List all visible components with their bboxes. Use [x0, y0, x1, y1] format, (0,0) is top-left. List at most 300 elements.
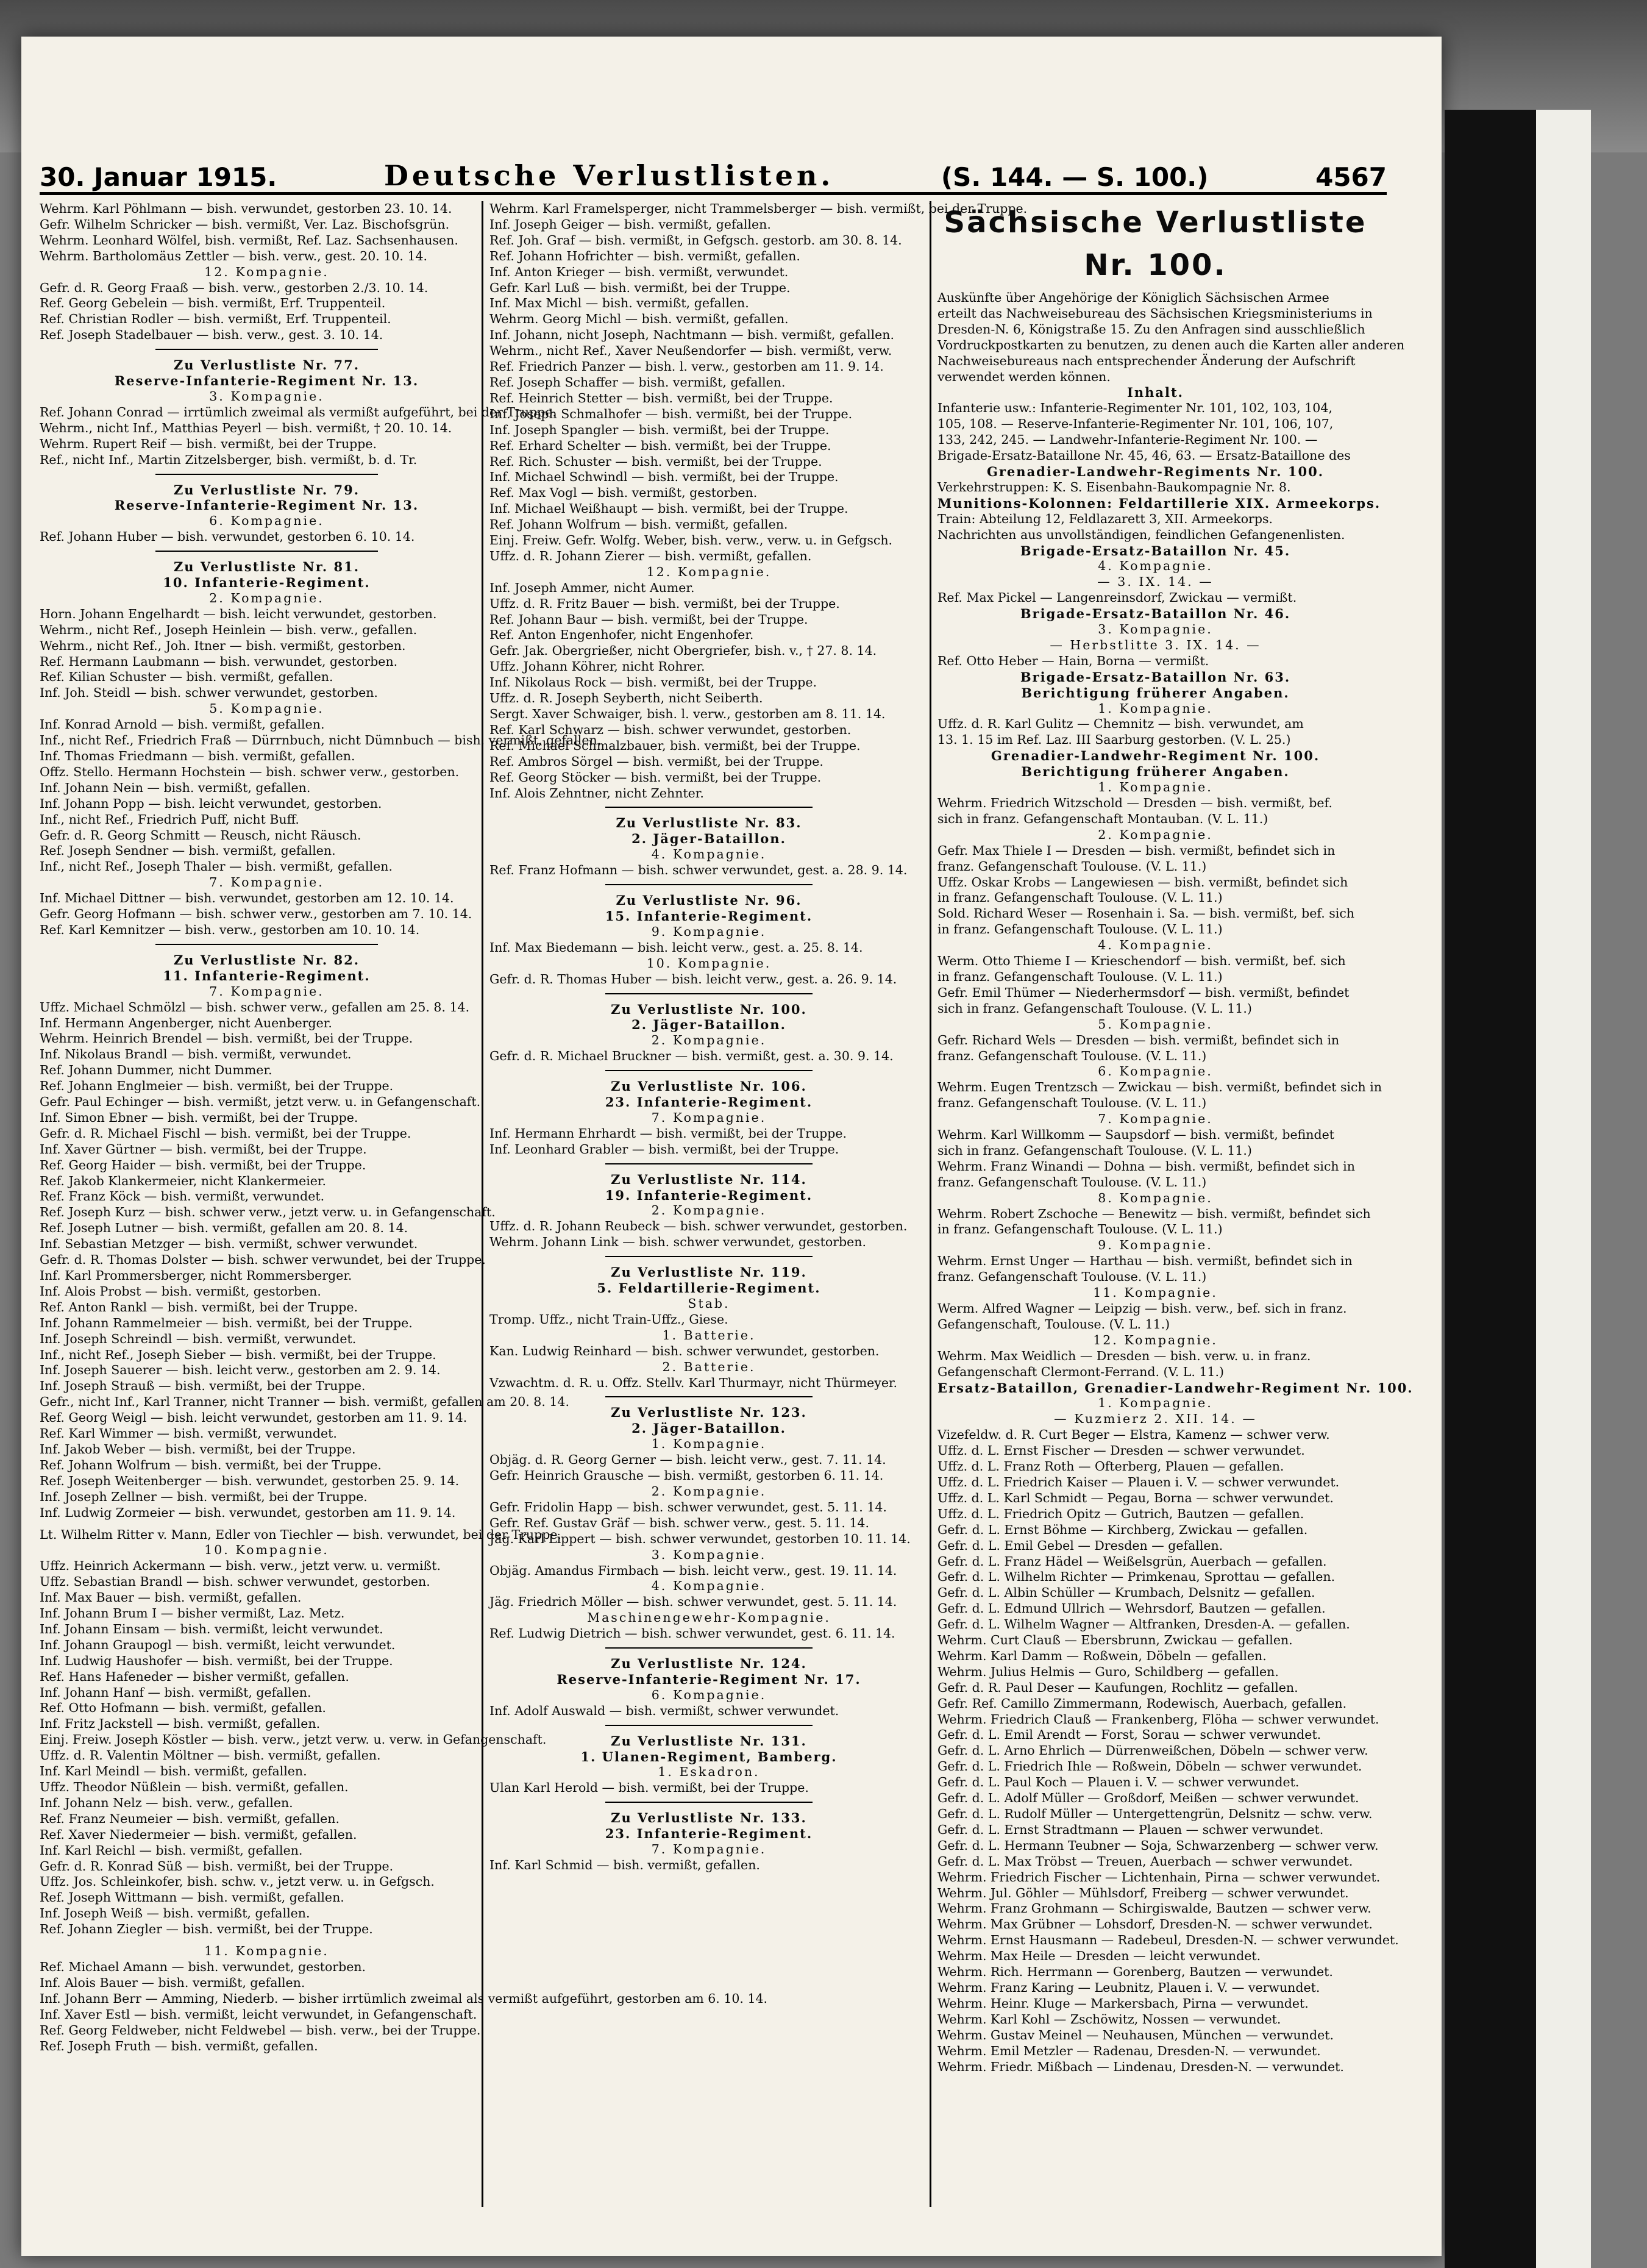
column-3 [930, 201, 1414, 2207]
casualty-entry: Werm. Alfred Wagner — Leipzig — bish. verw., bef. sich in franz. [937, 1301, 1347, 1316]
subsection-heading: 4. Kompagnie. [651, 1578, 767, 1594]
section-heading: 1. Ulanen-Regiment, Bamberg. [580, 1749, 838, 1764]
casualty-entry: sich in franz. Gefangenschaft Toulouse. (V. L. 11.) [937, 1000, 1252, 1016]
intro-text [937, 290, 1405, 385]
casualty-entry: 13. 1. 15 im Ref. Laz. III Saarburg gestorben. (V. L. 25.) [937, 732, 1291, 747]
casualty-entry: Inf., nicht Ref., Friedrich Fraß — Dürrnbuch, nicht Dümnbuch — bish. vermißt, gefallen. [40, 733, 602, 748]
casualty-entry: Gefr. Jak. Obergrießer, nicht Obergriefer, bish. v., † 27. 8. 14. [489, 643, 877, 658]
subsection-heading: 5. Kompagnie. [1098, 1016, 1213, 1032]
casualty-entry: in franz. Gefangenschaft Toulouse. (V. L. 11.) [937, 969, 1223, 984]
casualty-entry: Inf. Johann Popp — bish. leicht verwundet, gestorben. [40, 796, 382, 811]
casualty-entry: Wehrm. Julius Helmis — Guro, Schildberg — gefallen. [937, 1664, 1279, 1679]
subsection-heading: 3. Kompagnie. [209, 388, 324, 404]
casualty-entry: Uffz. Johann Köhrer, nicht Rohrer. [489, 659, 705, 674]
casualty-entry: 105, 108. — Reserve-Infanterie-Regimenter Nr. 101, 106, 107, [937, 416, 1334, 432]
section-heading: Zu Verlustliste Nr. 79. [173, 482, 360, 497]
casualty-entry: Ref. Georg Gebelein — bish. vermißt, Erf. Truppenteil. [40, 296, 386, 311]
casualty-entry: Wehrm. Franz Karing — Leubnitz, Plauen i. V. — verwundet. [937, 1980, 1320, 1995]
casualty-entry: Ref. Georg Feldweber, nicht Feldwebel — bish. verw., bei der Truppe. [40, 2022, 481, 2038]
casualty-entry: Ref. Max Vogl — bish. vermißt, gestorben. [489, 485, 758, 501]
casualty-entry: Gefr. d. R. Thomas Dolster — bish. schwer verwundet, bei der Truppe. [40, 1252, 486, 1268]
subsection-heading: 10. Kompagnie. [646, 955, 772, 971]
casualty-entry: Ref. Hans Hafeneder — bisher vermißt, gefallen. [40, 1669, 349, 1684]
casualty-entry: Uffz. d. R. Johann Reubeck — bish. schwer verwundet, gestorben. [489, 1219, 908, 1234]
casualty-entry: Ref. Johann Wolfrum — bish. vermißt, gefallen. [489, 517, 788, 532]
casualty-entry: Gefr. Karl Luß — bish. vermißt, bei der Truppe. [489, 280, 791, 295]
casualty-entry: Inf. Joseph Spangler — bish. vermißt, bei der Truppe. [489, 422, 830, 437]
section-heading: Berichtigung früherer Angaben. [1021, 685, 1290, 701]
casualty-entry: Wehrm. Ernst Unger — Harthau — bish. vermißt, befindet sich in [937, 1253, 1353, 1269]
casualty-entry: Ref. Friedrich Panzer — bish. l. verw., gestorben am 11. 9. 14. [489, 359, 884, 374]
casualty-entry: Ref. Johann Hofrichter — bish. vermißt, gefallen. [489, 248, 800, 263]
casualty-entry: Inf. Adolf Auswald — bish. vermißt, schwer verwundet. [489, 1703, 839, 1718]
casualty-entry: Wehrm. Eugen Trentzsch — Zwickau — bish. vermißt, befindet sich in [937, 1080, 1382, 1095]
casualty-entry: Gefr. d. L. Albin Schüller — Krumbach, Delsnitz — gefallen. [937, 1585, 1315, 1600]
casualty-entry: Inf. Konrad Arnold — bish. vermißt, gefallen. [40, 717, 325, 732]
casualty-entry: Inf. Max Biedemann — bish. leicht verw., gest. a. 25. 8. 14. [489, 940, 863, 955]
casualty-entry: Gefr. d. L. Wilhelm Wagner — Altfranken, Dresden-A. — gefallen. [937, 1617, 1350, 1632]
subsection-heading: 7. Kompagnie. [651, 1110, 767, 1125]
casualty-entry: Gefr. d. L. Hermann Teubner — Soja, Schwarzenberg — schwer verw. [937, 1838, 1379, 1853]
casualty-entry: Gefr. d. R. Michael Bruckner — bish. vermißt, gest. a. 30. 9. 14. [489, 1049, 894, 1064]
casualty-entry: Uffz. Theodor Nüßlein — bish. vermißt, gefallen. [40, 1780, 349, 1794]
subsection-heading: 2. Kompagnie. [209, 590, 324, 605]
casualty-entry: Uffz. d. R. Karl Gulitz — Chemnitz — bish. verwundet, am [937, 716, 1304, 732]
casualty-entry: Gefr. Ref. Camillo Zimmermann, Rodewisch, Auerbach, gefallen. [937, 1696, 1347, 1711]
casualty-entry: Wehrm. Heinr. Kluge — Markersbach, Pirna — verwundet. [937, 1995, 1309, 2011]
casualty-entry: Jäg. Friedrich Möller — bish. schwer verwundet, gest. 5. 11. 14. [489, 1594, 897, 1610]
subsection-heading: 6. Kompagnie. [1098, 1064, 1213, 1079]
casualty-entry: Ref. Georg Stöcker — bish. vermißt, bei der Truppe. [489, 769, 822, 785]
casualty-entry: franz. Gefangenschaft Toulouse. (V. L. 11.) [937, 1048, 1207, 1063]
section-heading: Zu Verlustliste Nr. 114. [611, 1171, 807, 1187]
casualty-entry: Inf. Michael Dittner — bish. verwundet, gestorben am 12. 10. 14. [40, 891, 454, 906]
casualty-entry: Wehrm. Karl Damm — Roßwein, Döbeln — gefallen. [937, 1648, 1267, 1663]
casualty-entry: Ref. Franz Neumeier — bish. vermißt, gefallen. [40, 1811, 340, 1826]
casualty-entry: Inf. Joh. Steidl — bish. schwer verwundet, gestorben. [40, 685, 378, 701]
casualty-entry: Ulan Karl Herold — bish. vermißt, bei der Truppe. [489, 1780, 809, 1795]
casualty-entry: Wehrm. Curt Clauß — Ebersbrunn, Zwickau — gefallen. [937, 1633, 1293, 1648]
section-heading: Zu Verlustliste Nr. 77. [173, 357, 360, 373]
subsection-heading: 9. Kompagnie. [1098, 1238, 1213, 1253]
casualty-entry: Werm. Otto Thieme I — Krieschendorf — bish. vermißt, bef. sich [937, 954, 1346, 969]
section-heading: Zu Verlustliste Nr. 131. [611, 1733, 807, 1749]
casualty-entry: Ref. Karl Kemnitzer — bish. verw., gestorben am 10. 10. 14. [40, 922, 420, 937]
section-heading: Brigade-Ersatz-Bataillon Nr. 45. [1020, 543, 1291, 558]
section-heading: 2. Jäger-Bataillon. [631, 1017, 786, 1033]
casualty-entry: Inf. Joseph Weiß — bish. vermißt, gefallen. [40, 1906, 310, 1921]
subsection-heading: — 3. IX. 14. — [1097, 574, 1214, 590]
casualty-entry: Gefr. d. L. Adolf Müller — Großdorf, Meißen — schwer verwundet. [937, 1791, 1359, 1806]
section-heading: Zu Verlustliste Nr. 96. [616, 893, 802, 908]
casualty-entry: Inf. Karl Reichl — bish. vermißt, gefallen. [40, 1842, 303, 1858]
casualty-entry: Inf., nicht Ref., Joseph Sieber — bish. vermißt, bei der Truppe. [40, 1347, 436, 1362]
casualty-entry: franz. Gefangenschaft Toulouse. (V. L. 11.) [937, 1096, 1207, 1111]
casualty-entry: Infanterie usw.: Infanterie-Regimenter Nr. 101, 102, 103, 104, [937, 401, 1332, 416]
casualty-entry: Inf. Alois Zehntner, nicht Zehnter. [489, 785, 704, 801]
casualty-entry: Wehrm. Karl Framelsperger, nicht Trammelsberger — bish. vermißt, bei der Truppe. [489, 201, 1028, 216]
casualty-entry: Inf. Fritz Jackstell — bish. vermißt, gefallen. [40, 1716, 321, 1731]
contents-list [937, 401, 1381, 543]
casualty-entry: Sergt. Xaver Schwaiger, bish. l. verw., gestorben am 8. 11. 14. [489, 707, 886, 721]
casualty-entry: Ref. Johann Wolfrum — bish. vermißt, bei der Truppe. [40, 1457, 382, 1472]
section-heading: Brigade-Ersatz-Bataillon Nr. 63. [1020, 669, 1291, 685]
casualty-entry: Inf. Joseph Strauß — bish. vermißt, bei der Truppe. [40, 1378, 366, 1394]
separator-rule [605, 1163, 813, 1167]
casualty-entry: Ref. Michael Schmalzbauer, bish. vermißt, bei der Truppe. [489, 738, 861, 753]
casualty-entry: Gefr. d. R. Konrad Süß — bish. vermißt, bei der Truppe. [40, 1858, 394, 1874]
casualty-entry: Ref. Johann Huber — bish. verwundet, gestorben 6. 10. 14. [40, 529, 415, 544]
casualty-entry: Ref. Joseph Sendner — bish. vermißt, gefallen. [40, 843, 336, 858]
casualty-entry: Wehrm. Jul. Göhler — Mühlsdorf, Freiberg — schwer verwundet. [937, 1885, 1349, 1900]
casualty-entry: Einj. Freiw. Joseph Köstler — bish. verw., jetzt verw. u. verw. in Gefangenschaft. [40, 1732, 547, 1747]
casualty-entry: Auskünfte über Angehörige der Königlich Sächsischen Armee [937, 290, 1329, 305]
casualty-entry: Ref. Heinrich Stetter — bish. vermißt, bei der Truppe. [489, 390, 833, 405]
next-page-strip [1536, 110, 1591, 2268]
subsection-heading: 1. Kompagnie. [1098, 780, 1213, 795]
section-heading: Zu Verlustliste Nr. 81. [173, 559, 360, 575]
casualty-entry: Inf. Alois Probst — bish. vermißt, gestorben. [40, 1283, 321, 1299]
subsection-heading: — Herbstlitte 3. IX. 14. — [1050, 637, 1261, 652]
separator-rule [605, 884, 813, 888]
casualty-entry: Verkehrstruppen: K. S. Eisenbahn-Baukompagnie Nr. 8. [937, 479, 1291, 494]
casualty-entry: Inf. Johann Brum I — bisher vermißt, Laz. Metz. [40, 1606, 345, 1621]
casualty-entry: Inf. Nikolaus Brandl — bish. vermißt, verwundet. [40, 1047, 352, 1062]
section-heading: Zu Verlustliste Nr. 133. [611, 1810, 807, 1826]
separator-rule [605, 1396, 813, 1400]
casualty-entry: Inf. Simon Ebner — bish. vermißt, bei der Truppe. [40, 1110, 358, 1125]
casualty-entry [40, 1521, 494, 1527]
separator-rule [155, 349, 378, 352]
casualty-entry: Wehrm. Ernst Hausmann — Radebeul, Dresden-N. — schwer verwundet. [937, 1933, 1399, 1948]
list-title: Sächsische Verlustliste Nr. 100. [944, 205, 1367, 282]
subsection-heading: 3. Kompagnie. [1098, 622, 1213, 637]
casualty-entry: Objäg. d. R. Georg Gerner — bish. leicht verw., gest. 7. 11. 14. [489, 1452, 886, 1467]
casualty-entry: Wehrm. Heinrich Brendel — bish. vermißt, bei der Truppe. [40, 1031, 413, 1046]
separator-rule [155, 551, 378, 554]
casualty-entry: Wehrm. Robert Zschoche — Benewitz — bish. vermißt, befindet sich [937, 1206, 1371, 1221]
casualty-entry: Gefr. Wilhelm Schricker — bish. vermißt, Ver. Laz. Bischofsgrün. [40, 216, 450, 232]
casualty-entry: Inf., nicht Ref., Joseph Thaler — bish. vermißt, gefallen. [40, 859, 393, 874]
casualty-entry: Inf. Nikolaus Rock — bish. vermißt, bei der Truppe. [489, 675, 817, 690]
section-heading: 10. Infanterie-Regiment. [163, 575, 371, 591]
casualty-entry: Sold. Richard Weser — Rosenhain i. Sa. — bish. vermißt, bef. sich [937, 906, 1354, 921]
casualty-entry: Ref. Johann Baur — bish. vermißt, bei der Truppe. [489, 612, 808, 627]
casualty-entry: Inf. Joseph Zellner — bish. vermißt, bei der Truppe. [40, 1489, 368, 1504]
subsection-heading: 1. Batterie. [662, 1327, 756, 1343]
casualty-entry: Ref. Xaver Niedermeier — bish. vermißt, gefallen. [40, 1827, 357, 1842]
casualty-entry: Ref. Johann Dummer, nicht Dummer. [40, 1063, 272, 1078]
header-title: Deutsche Verlustlisten. [383, 159, 834, 192]
section-heading: Grenadier-Landwehr-Regiment Nr. 100. [991, 748, 1320, 764]
section-heading: 23. Infanterie-Regiment. [605, 1826, 813, 1842]
casualty-entry: Gefr. d. R. Thomas Huber — bish. leicht verw., gest. a. 26. 9. 14. [489, 971, 897, 986]
casualty-entry: Gefr. d. L. Edmund Ullrich — Wehrsdorf, Bautzen — gefallen. [937, 1601, 1326, 1616]
casualty-entry: Horn. Johann Engelhardt — bish. leicht verwundet, gestorben. [40, 606, 437, 621]
casualty-entry: Inf. Hermann Ehrhardt — bish. vermißt, bei der Truppe. [489, 1125, 847, 1141]
casualty-entry: Ref. Johann Conrad — irrtümlich zweimal als vermißt aufgeführt, bei der Truppe. [40, 404, 557, 419]
section-heading: Zu Verlustliste Nr. 82. [173, 952, 360, 968]
casualty-entry: Inf. Thomas Friedmann — bish. vermißt, gefallen. [40, 749, 355, 763]
casualty-entry: Wehrm., nicht Ref., Joh. Itner — bish. vermißt, gestorben. [40, 638, 406, 653]
casualty-entry: Vordruckpostkarten zu benutzen, zu denen auch die Karten aller anderen [937, 337, 1405, 352]
subsection-heading: 6. Kompagnie. [209, 513, 324, 529]
casualty-entry: Ref. Otto Heber — Hain, Borna — vermißt. [937, 653, 1209, 668]
casualty-entry: Uffz. d. R. Johann Zierer — bish. vermißt, gefallen. [489, 548, 812, 563]
casualty-entry: Ref. Joseph Weitenberger — bish. verwundet, gestorben 25. 9. 14. [40, 1473, 460, 1488]
casualty-entry: Ref. Franz Hofmann — bish. schwer verwundet, gest. a. 28. 9. 14. [489, 863, 908, 878]
subsection-heading: 7. Kompagnie. [1098, 1111, 1213, 1127]
casualty-entry: Gefr. d. L. Ernst Stradtmann — Plauen — schwer verwundet. [937, 1822, 1324, 1837]
separator-rule [605, 1256, 813, 1260]
casualty-entry: Uffz. d. L. Friedrich Opitz — Gutrich, Bautzen — gefallen. [937, 1506, 1304, 1521]
casualty-entry: Wehrm. Gustav Meinel — Neuhausen, München — verwundet. [937, 2027, 1334, 2042]
casualty-entry: Ref. Michael Amann — bish. verwundet, gestorben. [40, 1959, 366, 1974]
casualty-entry: Ref. Joh. Graf — bish. vermißt, in Gefgsch. gestorb. am 30. 8. 14. [489, 232, 902, 248]
section-heading: Ersatz-Bataillon, Grenadier-Landwehr-Regiment Nr. 100. [937, 1380, 1414, 1396]
casualty-entry: Ref. Rich. Schuster — bish. vermißt, bei der Truppe. [489, 454, 822, 469]
subsection-heading: 12. Kompagnie. [646, 564, 772, 579]
casualty-entry: Wehrm. Franz Grohmann — Schirgiswalde, Bautzen — schwer verw. [937, 1901, 1371, 1916]
casualty-entry: Inf. Johann Rammelmeier — bish. vermißt, bei der Truppe. [40, 1315, 413, 1330]
casualty-entry: Ref. Ambros Sörgel — bish. vermißt, bei der Truppe. [489, 754, 824, 769]
casualty-entry: Uffz. Oskar Krobs — Langewiesen — bish. vermißt, befindet sich [937, 874, 1348, 890]
subsection-heading: 2. Kompagnie. [1098, 827, 1213, 842]
casualty-entry: Inf. Hermann Angenberger, nicht Auenberger. [40, 1015, 332, 1030]
casualty-entry: Einj. Freiw. Gefr. Wolfg. Weber, bish. verw., verw. u. in Gefgsch. [489, 533, 893, 548]
casualty-entry: Ref. Otto Hofmann — bish. vermißt, gefallen. [40, 1700, 326, 1716]
section-heading: 11. Infanterie-Regiment. [163, 968, 371, 983]
casualty-entry: Gefr. d. R. Georg Schmitt — Reusch, nicht Räusch. [40, 827, 361, 843]
casualty-entry: Wehrm. Friedrich Witzschold — Dresden — bish. vermißt, bef. [937, 796, 1332, 810]
casualty-entry: Uffz. d. R. Valentin Möltner — bish. vermißt, gefallen. [40, 1748, 381, 1763]
casualty-entry: Inf. Alois Bauer — bish. vermißt, gefallen. [40, 1975, 305, 1990]
casualty-entry: Gefr. d. R. Paul Deser — Kaufungen, Rochlitz — gefallen. [937, 1680, 1298, 1695]
section-heading: Berichtigung früherer Angaben. [1021, 764, 1290, 780]
casualty-entry: Inf. Xaver Estl — bish. vermißt, leicht verwundet, in Gefangenschaft. [40, 2006, 477, 2022]
subsection-heading: 1. Kompagnie. [1098, 1396, 1213, 1411]
separator-rule [605, 1070, 813, 1074]
casualty-entry: Offz. Stello. Hermann Hochstein — bish. schwer verw., gestorben. [40, 764, 460, 779]
casualty-entry: in franz. Gefangenschaft Toulouse. (V. L. 11.) [937, 1222, 1223, 1237]
casualty-entry: Inf. Ludwig Zormeier — bish. verwundet, gestorben am 11. 9. 14. [40, 1505, 456, 1520]
separator-rule [605, 1802, 813, 1805]
casualty-entry: Tromp. Uffz., nicht Train-Uffz., Giese. [489, 1311, 728, 1327]
subsection-heading: 11. Kompagnie. [204, 1944, 329, 1959]
casualty-entry: Ref. Ludwig Dietrich — bish. schwer verwundet, gest. 6. 11. 14. [489, 1626, 895, 1641]
casualty-entry: Wehrm. Karl Pöhlmann — bish. verwundet, gestorben 23. 10. 14. [40, 201, 452, 216]
casualty-entry: Gefr. Emil Thümer — Niederhermsdorf — bish. vermißt, befindet [937, 985, 1350, 1000]
casualty-entry: Inf. Xaver Gürtner — bish. vermißt, bei der Truppe. [40, 1141, 367, 1157]
casualty-entry: Uffz. d. L. Franz Roth — Ofterberg, Plauen — gefallen. [937, 1459, 1284, 1474]
casualty-entry: Gefr., nicht Inf., Karl Tranner, nicht Tranner — bish. vermißt, gefallen am 20. 8. 14. [40, 1394, 569, 1410]
casualty-entry: Ref. Anton Engenhofer, nicht Engenhofer. [489, 627, 754, 643]
casualty-entry: Gefr. d. L. Rudolf Müller — Untergettengrün, Delsnitz — schw. verw. [937, 1806, 1373, 1821]
separator-rule [155, 474, 378, 477]
casualty-entry: Wehrm. Friedrich Fischer — Lichtenhain, Pirna — schwer verwundet. [937, 1869, 1381, 1885]
casualty-entry: Gefr. d. L. Emil Gebel — Dresden — gefallen. [937, 1538, 1223, 1553]
casualty-entry: Gefr. Ref. Gustav Gräf — bish. schwer verw., gest. 5. 11. 14. [489, 1515, 869, 1530]
casualty-entry: Gefr. d. L. Friedrich Ihle — Roßwein, Döbeln — schwer verwundet. [937, 1759, 1362, 1774]
casualty-entry: Ref. Karl Wimmer — bish. vermißt, verwundet. [40, 1426, 337, 1441]
casualty-entry: Dresden-N. 6, Königstraße 15. Zu den Anfragen sind ausschließlich [937, 321, 1365, 337]
separator-rule [605, 1647, 813, 1651]
casualty-entry: Inf. Max Bauer — bish. vermißt, gefallen. [40, 1590, 302, 1605]
casualty-entry: Gefr. Richard Wels — Dresden — bish. vermißt, befindet sich in [937, 1032, 1340, 1047]
casualty-entry: Inf. Joseph Geiger — bish. vermißt, gefallen. [489, 216, 771, 232]
casualty-entry: sich in franz. Gefangenschaft Toulouse. (V. L. 11.) [937, 1143, 1252, 1158]
section-heading: 2. Jäger-Bataillon. [631, 1421, 786, 1436]
casualty-entry: Inf. Karl Schmid — bish. vermißt, gefallen. [489, 1858, 760, 1872]
subsection-heading: 6. Kompagnie. [651, 1687, 767, 1702]
section-heading: 2. Jäger-Bataillon. [631, 831, 786, 847]
casualty-entry: Inf. Johann Graupogl — bish. vermißt, leicht verwundet. [40, 1637, 396, 1652]
casualty-entries [937, 543, 1414, 2075]
subsection-heading: Maschinengewehr-Kompagnie. [587, 1610, 831, 1625]
casualty-entry: Ref. Joseph Stadelbauer — bish. verw., gest. 3. 10. 14. [40, 327, 383, 343]
casualty-entry: Inf. Johann Hanf — bish. vermißt, gefallen. [40, 1685, 311, 1700]
casualty-entry: Wehrm. Max Weidlich — Dresden — bish. verw. u. in franz. [937, 1348, 1311, 1363]
casualty-entry: erteilt das Nachweisebureau des Sächsischen Kriegsministeriums in [937, 305, 1373, 321]
section-heading: Grenadier-Landwehr-Regiments Nr. 100. [986, 463, 1325, 479]
separator-rule [155, 944, 378, 947]
casualty-entry: Ref. Max Pickel — Langenreinsdorf, Zwickau — vermißt. [937, 590, 1297, 605]
casualty-entry: Inf. Karl Prommersberger, nicht Rommersberger. [40, 1268, 352, 1283]
subsection-heading: 4. Kompagnie. [651, 847, 767, 862]
casualty-entry: Wehrm., nicht Ref., Joseph Heinlein — bish. verw., gefallen. [40, 622, 418, 637]
section-heading: Reserve-Infanterie-Regiment Nr. 17. [557, 1671, 861, 1687]
contents-heading: Inhalt. [1127, 385, 1184, 401]
casualty-entry: Uffz. d. L. Karl Schmidt — Pegau, Borna — schwer verwundet. [937, 1490, 1334, 1505]
casualty-entry: Inf. Joseph Ammer, nicht Aumer. [489, 580, 695, 595]
header-reference: (S. 144. — S. 100.) [941, 162, 1209, 192]
casualty-entry: Inf. Joseph Sauerer — bish. leicht verw., gestorben am 2. 9. 14. [40, 1363, 441, 1378]
casualty-entry: Wehrm. Georg Michl — bish. vermißt, gefallen. [489, 312, 789, 327]
subsection-heading: 2. Batterie. [662, 1359, 756, 1374]
casualty-entry: Inf. Johann Berr — Amming, Niederb. — bisher irrtümlich zweimal als vermißt aufgeführt, gestorben am 6. 10. 14. [40, 1991, 768, 2006]
casualty-entry: Wehrm. Franz Winandi — Dohna — bish. vermißt, befindet sich in [937, 1158, 1355, 1174]
section-heading: 23. Infanterie-Regiment. [605, 1094, 813, 1110]
section-heading: Reserve-Infanterie-Regiment Nr. 13. [114, 373, 419, 389]
casualty-entry: Gefr. Fridolin Happ — bish. schwer verwundet, gest. 5. 11. 14. [489, 1499, 887, 1514]
casualty-entry: Inf. Johann Nelz — bish. verw., gefallen. [40, 1795, 293, 1810]
casualty-entry: Ref. Joseph Fruth — bish. vermißt, gefallen. [40, 2038, 318, 2053]
casualty-entry: Ref. Joseph Kurz — bish. schwer verw., jetzt verw. u. in Gefangenschaft. [40, 1205, 496, 1220]
casualty-entry: Gefangenschaft Clermont-Ferrand. (V. L. 11.) [937, 1364, 1224, 1379]
section-heading: Brigade-Ersatz-Bataillon Nr. 46. [1020, 606, 1291, 622]
casualty-entry: Ref., nicht Inf., Martin Zitzelsberger, bish. vermißt, b. d. Tr. [40, 452, 418, 467]
separator-rule [605, 993, 813, 997]
subsection-heading: Stab. [688, 1296, 730, 1311]
casualty-entry: Wehrm. Johann Link — bish. schwer verwundet, gestorben. [489, 1235, 866, 1250]
casualty-entry: Uffz. Heinrich Ackermann — bish. verw., jetzt verw. u. vermißt. [40, 1558, 441, 1574]
subsection-heading: 7. Kompagnie. [209, 983, 324, 999]
page-edge-shadow [1445, 110, 1536, 2268]
casualty-entry: Ref. Anton Rankl — bish. vermißt, bei der Truppe. [40, 1299, 358, 1314]
casualty-entry: Ref. Georg Weigl — bish. leicht verwundet, gestorben am 11. 9. 14. [40, 1410, 468, 1425]
casualty-entry: franz. Gefangenschaft Toulouse. (V. L. 11.) [937, 1269, 1207, 1285]
page-header [40, 155, 1387, 195]
subsection-heading: 1. Kompagnie. [1098, 701, 1213, 716]
casualty-entry: 133, 242, 245. — Landwehr-Infanterie-Regiment Nr. 100. — [937, 432, 1318, 448]
casualty-entry: franz. Gefangenschaft Toulouse. (V. L. 11.) [937, 858, 1207, 874]
casualty-entry: Inf. Jakob Weber — bish. vermißt, bei der Truppe. [40, 1441, 356, 1457]
subsection-heading: 1. Eskadron. [658, 1764, 760, 1780]
casualty-entry: Inf. Joseph Schmalhofer — bish. vermißt, bei der Truppe. [489, 406, 853, 421]
section-heading: Zu Verlustliste Nr. 100. [611, 1001, 807, 1017]
casualty-entry: in franz. Gefangenschaft Toulouse. (V. L. 11.) [937, 890, 1223, 905]
subsection-heading: 10. Kompagnie. [204, 1542, 329, 1558]
casualty-entry: Uffz. Sebastian Brandl — bish. schwer verwundet, gestorben. [40, 1574, 430, 1589]
subsection-heading: — Kuzmierz 2. XII. 14. — [1054, 1411, 1257, 1427]
casualty-entry: Inf. Johann Einsam — bish. vermißt, leicht verwundet. [40, 1621, 383, 1636]
casualty-entry: Wehrm. Rich. Herrmann — Gorenberg, Bautzen — verwundet. [937, 1964, 1333, 1980]
casualty-entry: Ref. Erhard Schelter — bish. vermißt, bei der Truppe. [489, 438, 831, 453]
casualty-entry: Ref. Johann Englmeier — bish. vermißt, bei der Truppe. [40, 1079, 394, 1094]
casualty-entry: Ref. Georg Haider — bish. vermißt, bei der Truppe. [40, 1157, 366, 1172]
separator-rule [605, 1725, 813, 1728]
subsection-heading: 2. Kompagnie. [651, 1033, 767, 1048]
casualty-entry: Nachrichten aus unvollständigen, feindlichen Gefangenenlisten. [937, 527, 1345, 542]
subsection-heading: 11. Kompagnie. [1093, 1285, 1218, 1300]
casualty-entry: Uffz. d. R. Joseph Seyberth, nicht Seiberth. [489, 691, 763, 706]
casualty-entry: Gefr. Georg Hofmann — bish. schwer verw., gestorben am 7. 10. 14. [40, 907, 472, 922]
casualty-entry: Gefr. d. L. Wilhelm Richter — Primkenau, Sprottau — gefallen. [937, 1569, 1336, 1585]
casualty-entry: Ref. Hermann Laubmann — bish. verwundet, gestorben. [40, 654, 398, 669]
casualty-entry: Inf. Sebastian Metzger — bish. vermißt, schwer verwundet. [40, 1236, 418, 1252]
casualty-entry: Inf. Ludwig Haushofer — bish. vermißt, bei der Truppe. [40, 1653, 393, 1668]
casualty-entry: Wehrm. Friedr. Mißbach — Lindenau, Dresden-N. — verwundet. [937, 2059, 1344, 2074]
section-heading: Munitions-Kolonnen: Feldartillerie XIX. Armeekorps. [937, 495, 1381, 511]
subsection-heading: 4. Kompagnie. [1098, 558, 1213, 574]
subsection-heading: 9. Kompagnie. [651, 924, 767, 939]
casualty-entry: Gefr. d. L. Paul Koch — Plauen i. V. — schwer verwundet. [937, 1775, 1300, 1790]
section-heading: 19. Infanterie-Regiment. [605, 1187, 813, 1203]
casualty-entry: Inf. Johann, nicht Joseph, Nachtmann — bish. vermißt, gefallen. [489, 327, 894, 343]
casualty-entry: Gefr. d. L. Max Tröbst — Treuen, Auerbach — schwer verwundet. [937, 1853, 1353, 1869]
section-heading: Zu Verlustliste Nr. 106. [611, 1079, 807, 1094]
casualty-entry: Gefr. d. R. Michael Fischl — bish. vermißt, bei der Truppe. [40, 1125, 411, 1141]
subsection-heading: 2. Kompagnie. [651, 1483, 767, 1499]
casualty-entry: franz. Gefangenschaft Toulouse. (V. L. 11.) [937, 1174, 1207, 1189]
casualty-entry: Uffz. d. L. Ernst Fischer — Dresden — schwer verwundet. [937, 1443, 1305, 1458]
casualty-entry: Wehrm., nicht Inf., Matthias Peyerl — bish. vermißt, † 20. 10. 14. [40, 420, 452, 435]
casualty-entry: Ref. Karl Schwarz — bish. schwer verwundet, gestorben. [489, 722, 852, 737]
casualty-entry: Inf. Joseph Schreindl — bish. vermißt, verwundet. [40, 1331, 357, 1346]
subsection-heading: 12. Kompagnie. [1093, 1332, 1218, 1347]
section-heading: 5. Feldartillerie-Regiment. [597, 1280, 821, 1296]
casualty-entry: Vzwachtm. d. R. u. Offz. Stellv. Karl Thurmayr, nicht Thürmeyer. [489, 1375, 898, 1390]
casualty-entry: Ref. Johann Ziegler — bish. vermißt, bei der Truppe. [40, 1922, 373, 1937]
casualty-entry: Wehrm. Karl Willkomm — Saupsdorf — bish. vermißt, befindet [937, 1127, 1334, 1143]
casualty-entry: Wehrm. Emil Metzler — Radenau, Dresden-N. — verwundet. [937, 2043, 1321, 2058]
casualty-entry: Jäg. Karl Lippert — bish. schwer verwundet, gestorben 10. 11. 14. [489, 1531, 911, 1546]
casualty-entry: verwendet werden können. [937, 369, 1111, 384]
casualty-entry: Lt. Wilhelm Ritter v. Mann, Edler von Tiechler — bish. verwundet, bei der Truppe. [40, 1527, 561, 1542]
casualty-entry: Uffz. Michael Schmölzl — bish. schwer verw., gefallen am 25. 8. 14. [40, 999, 470, 1015]
casualty-entry: Wehrm. Karl Kohl — Zschöwitz, Nossen — verwundet. [937, 2011, 1281, 2027]
header-date: 30. Januar 1915. [40, 162, 277, 192]
casualty-entry: Ref. Kilian Schuster — bish. vermißt, gefallen. [40, 669, 333, 685]
casualty-entry: Wehrm., nicht Ref., Xaver Neußendorfer — bish. vermißt, verw. [489, 343, 892, 358]
casualty-entry: sich in franz. Gefangenschaft Montauban. (V. L. 11.) [937, 811, 1268, 826]
casualty-entry: Gefr. d. L. Emil Arendt — Forst, Sorau — schwer verwundet. [937, 1727, 1322, 1742]
casualty-entry: Wehrm. Max Grübner — Lohsdorf, Dresden-N. — schwer verwundet. [937, 1917, 1373, 1932]
casualty-entry: Inf. Anton Krieger — bish. vermißt, verwundet. [489, 264, 789, 279]
section-heading: Zu Verlustliste Nr. 124. [611, 1656, 807, 1672]
casualty-entry: Inf. Karl Meindl — bish. vermißt, gefallen. [40, 1764, 307, 1779]
casualty-entry: Ref. Joseph Wittmann — bish. vermißt, gefallen. [40, 1890, 344, 1905]
